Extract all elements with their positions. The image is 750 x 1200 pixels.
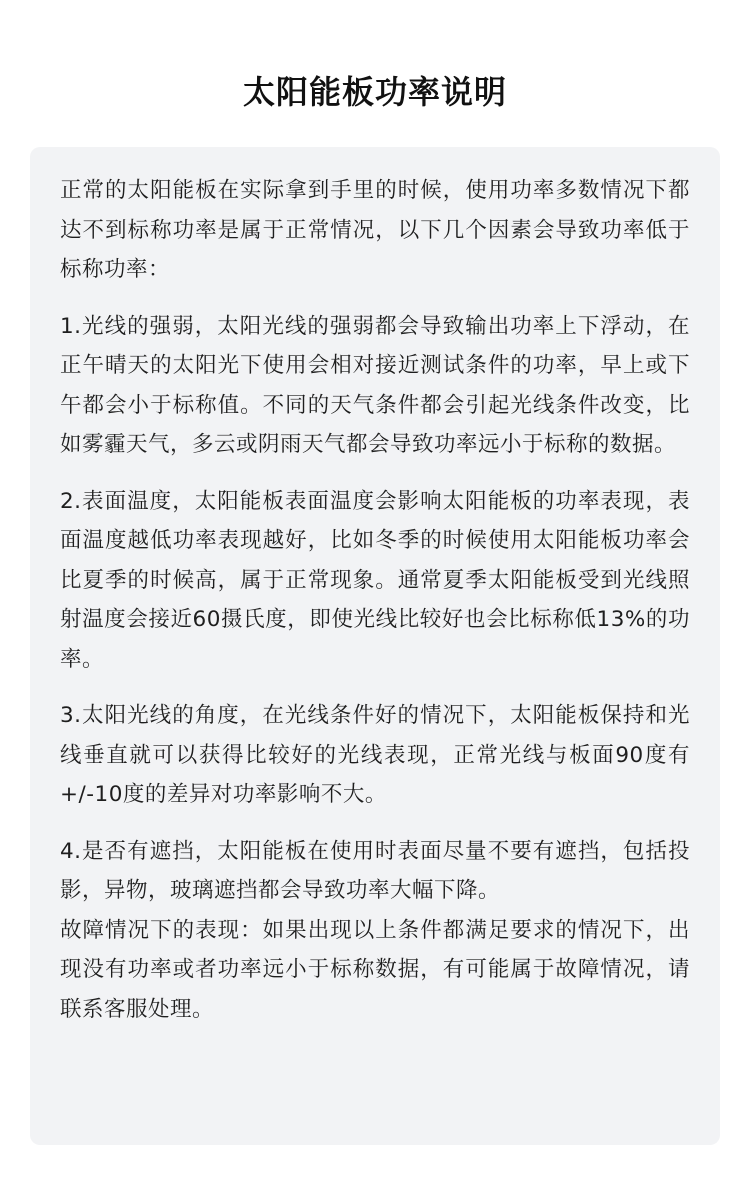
- page-title: 太阳能板功率说明: [242, 73, 507, 111]
- factor-shading-paragraph: 4.是否有遮挡，太阳能板在使用时表面尽量不要有遮挡，包括投影，异物，玻璃遮挡都会导致功率大幅下降。: [60, 838, 690, 903]
- fault-paragraph: 故障情况下的表现：如果出现以上条件都满足要求的情况下，出现没有功率或者功率远小于标称数据，有可能属于故障情况，请联系客服处理。: [60, 917, 690, 1022]
- content-card: [30, 147, 720, 1145]
- factor-light-angle-paragraph: 3.太阳光线的角度，在光线条件好的情况下，太阳能板保持和光线垂直就可以获得比较好的光线表现，正常光线与板面90度有+/-10度的差异对功率影响不大。: [60, 703, 690, 807]
- intro-paragraph: 正常的太阳能板在实际拿到手里的时候，使用功率多数情况下都达不到标称功率是属于正常情况，以下几个因素会导致功率低于标称功率：: [60, 178, 690, 282]
- factor-surface-temperature-paragraph: 2.表面温度，太阳能板表面温度会影响太阳能板的功率表现，表面温度越低功率表现越好，比如冬季的时候使用太阳能板功率会比夏季的时候高，属于正常现象。通常夏季太阳能板受到光线照射温度会接近60摄氏度，即使光线比较好也会比标称低13%的功率。: [60, 488, 690, 672]
- factor-light-intensity-paragraph: 1.光线的强弱，太阳光线的强弱都会导致输出功率上下浮动，在正午晴天的太阳光下使用会相对接近测试条件的功率，早上或下午都会小于标称值。不同的天气条件都会引起光线条件改变，比如雾霾天气，多云或阴雨天气都会导致功率远小于标称的数据。: [60, 313, 690, 457]
